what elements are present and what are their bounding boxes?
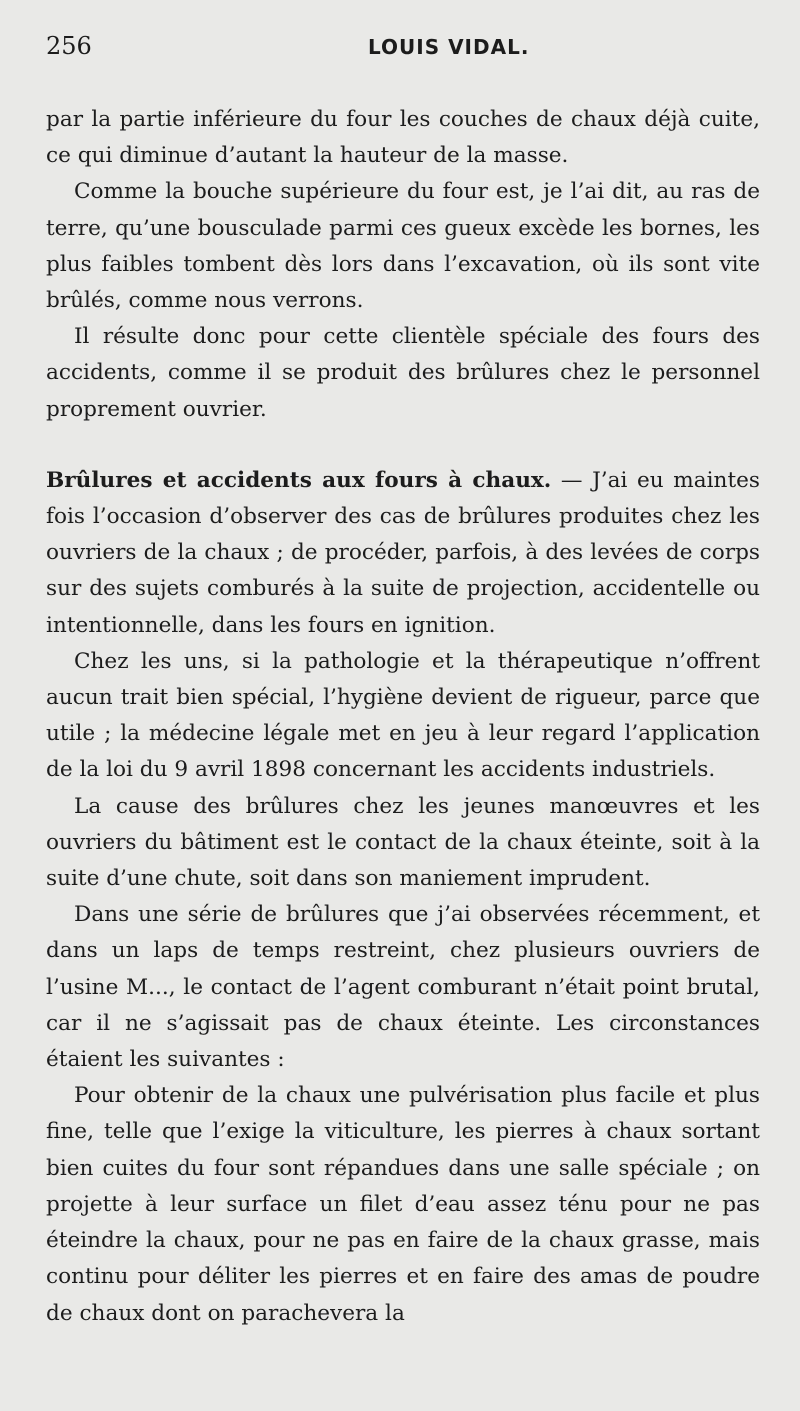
- paragraph-pulverisation: Pour obtenir de la chaux une pulvérisation plus facile et plus fine, telle que l’exige la viticulture, les pierres à chaux sortant bien cuites du four sont répandues dans une salle spéciale ; on projette à leur surface un filet d’eau assez ténu pour ne pas éteindre la chaux, pour ne pas en faire de la chaux grasse, mais continu pour déliter les pierres et en faire des amas de poudre de chaux dont on parachevera la: [46, 1083, 760, 1326]
- paragraph-clientele: Il résulte donc pour cette clientèle spéciale des fours des accidents, comme il se produit des brûlures chez le personnel proprement ouvrier.: [46, 324, 760, 422]
- section-heading: Brûlures et accidents aux fours à chaux.: [46, 467, 552, 493]
- paragraph-pathologie: Chez les uns, si la pathologie et la thérapeutique n’offrent aucun trait bien spécial, l’hygiène devient de rigueur, parce que utile ; la médecine légale met en jeu à leur regard l’application de la loi du 9 avril 1898 concernant les accidents industriels.: [46, 648, 760, 783]
- paragraph-cause: La cause des brûlures chez les jeunes manœuvres et les ouvriers du bâtiment est le contact de la chaux éteinte, soit à la suite d’une chute, soit dans son maniement imprudent.: [46, 793, 760, 892]
- page-number: 256: [46, 32, 92, 60]
- paragraph-continuation: par la partie inférieure du four les couches de chaux déjà cuite, ce qui diminue d’autant la hauteur de la masse.: [46, 107, 760, 169]
- paragraph-serie: Dans une série de brûlures que j’ai observées récemment, et dans un laps de temps restreint, chez plusieurs ouvriers de l’usine M..., le contact de l’agent comburant n’était point brutal, car il ne s’agissait pas de chaux éteinte. Les circonstances étaient les suivantes :: [46, 902, 760, 1073]
- running-title: LOUIS VIDAL.: [368, 35, 530, 59]
- page-header: [46, 32, 760, 72]
- paragraph-bouche: Comme la bouche supérieure du four est, je l’ai dit, au ras de terre, qu’une bousculade parmi ces gueux excède les bornes, les plus faibles tombent dès lors dans l’excavation, où ils sont vite brûlés, comme nous verrons.: [46, 179, 760, 314]
- section-lead-text: — J’ai eu maintes fois l’occasion d’observer des cas de brûlures produites chez les ouvriers de la chaux ; de procéder, parfois, à des levées de corps sur des sujets comburés à la suite de projection, accidentelle ou intentionnelle, dans les fours en ignition.: [46, 467, 760, 638]
- section-paragraph: [46, 463, 760, 644]
